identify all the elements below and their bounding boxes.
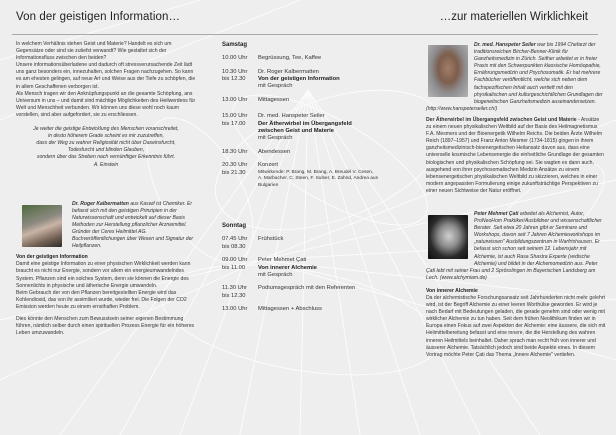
time: 20.30 Uhr (222, 162, 248, 169)
bio-seiler (426, 42, 606, 113)
time-end: bis 12.30 (222, 292, 246, 299)
event-desc: Mittagessen (258, 96, 290, 103)
time: 07.45 Uhr (222, 236, 248, 243)
day-label-sunday: Sonntag (222, 223, 246, 230)
program-column (222, 42, 407, 320)
event-desc: Begrüssung, Tee, Kaffee (258, 55, 322, 62)
section-title: Von innerer Alchemie (426, 287, 478, 294)
bio-text: arbeitet als Alchemist, Autor, ProNeoHom Praktiker/Ausbildner und wissenschaftlicher Berater. Seit etwa 20 Jahren gibt er Seminare und Workshops, davon seit 7 Jahren Alchemieworkshops im „naturwissen" Ausbildungszentrum in Warfrtshausen. Er befasst sich schon seit seinem 12. Lebensjahr mit Alchemie, ist auch Rasa Shastra Experte (vedische Alchemie) und bildet in der Alchemomedizin aus. Peter Çati lebt mit seiner Frau und 2 Sprösslingen im Bayerischen Landsberg am Lech. (www.alchymiam.de) (426, 210, 602, 281)
performers: Mitwirkende: P. Brang, M. Brang, A. Breudel V. Cesen, A. Marbacher, C. Steen, F. Sulser, E. Zahnd, Andrea aus Bulgarien (258, 169, 378, 188)
time-end: bis 12.30 (222, 75, 246, 82)
event-title: Konzert (258, 162, 278, 169)
time: 15.00 Uhr (222, 113, 248, 120)
time: 09.00 Uhr (222, 257, 248, 264)
speaker: Dr. Roger Kalbermatten (258, 68, 319, 75)
section-paragraph-2: Beim Gebrauch der von den Pflanzen bereitgestellten Energie wird das Kohlendioxid, das von ihr assimiliert wurde, wieder frei. Die Folgen der CO2 Emission werden heute zu einem ernsthaften Problem. (16, 289, 187, 310)
bio-text-2: Gründer der Ceres Heilmittel AG. Buchveröffentlichungen über Wesen und Signatur der Heilpflanzen. (72, 228, 194, 250)
time: 11.30 Uhr (222, 285, 248, 292)
event-desc: Frühstück (258, 236, 284, 243)
program-row (222, 113, 407, 143)
program-row (222, 285, 407, 300)
program-row (222, 236, 407, 251)
portrait-kalbermatten (22, 205, 62, 247)
quote-author: A. Einstein (93, 161, 119, 168)
time-end: bis 11.00 (222, 264, 246, 271)
section-text: - Ansätze zu einem neuen physikalischen Weltbild auf der Basis des Heilmagnetismus F.A. Mesmers und der Bioenergetik Wilhelm Reichs. Die beiden Ärzte Wilhelm Reich (1897–1957) und Franz Anton Mesmer (1734-1815) gingen in ihrem ganzheitsmedizinisch-bioenergetischen Heilansatz davon aus, dass eine universelle kosmische Lebensenergie die einheitliche Grundlage der gesamten biologischen und physikalischen Schöpfung sei. Sie wagten es dann auch, ausgehend von ihrer psychosomatischen Medizin Ansätze zu einem lebensenergetischen physikalischen Weltbild zu skizzieren, welches in einer modern angepassten Formulierung einige zukunftsträchtige Perspektiven zu einer neuen Sichtweise der Natur eröffnet. (426, 116, 604, 194)
bio-text: war bis 1994 Chefarzt der traditionsreichen Bircher-Benner-Klinik für Ganzheitsmedizin in Zürich. Seither arbeitet er in freier Praxis mit den Schwerpunkten klassische Homöopathie, Ernährungsmedizin und Psychosomatik. Er hat mehrere Fachbücher veröffentlicht, welche sich neben dem fachspezifischen Inhalt auch vertieft mit den physikalischen und kulturgeschichtlichen Grundlagen der biogenetischen Ganzheitsmedizin auseinandersetzen. (http://www.hanspeterseiler.ch/) (426, 42, 603, 112)
quote-line: Todesfurcht und blinden Glauben, (67, 147, 145, 154)
program-row (222, 149, 407, 156)
intro-paragraph-1: In welchem Verhältnis stehen Geist und Materie? Handelt es sich um Gegensätze oder sind sie zutiefst verwandt? Wie gestaltet sich der Informationsfluss zwischen den beiden? (16, 41, 172, 62)
time: 13.00 Uhr (222, 306, 248, 313)
time: 13.00 Uhr (222, 96, 248, 103)
right-column (426, 42, 606, 359)
bio-name: Dr. Roger Kalbermatten (72, 200, 129, 207)
event-desc: mit Gespräch (258, 83, 293, 90)
event-desc: Podiumsgespräch mit den Referenten (258, 285, 356, 292)
bio-name: Dr. med. Hanspeter Seiler (474, 42, 536, 48)
intro-paragraph-2: Unsere informationsüberladene und dadurch oft stressverursachende Zeit lädt uns ganz besonders ein, innezuhalten, solchen Fragen nachzugehen. So kann es am ehesten gelingen, auf neue Art und Weise aus der Tiefe zu schöpfen, die in allem Geschaffenen verborgen ist. (16, 62, 196, 90)
event-desc: mit Gespräch (258, 272, 293, 279)
time: 10.00 Uhr (222, 55, 248, 62)
event-desc: Mittagessen + Abschluss (258, 306, 322, 313)
event-desc: Abendessen (258, 148, 291, 155)
talk-title: Von der geistigen Information (258, 75, 340, 82)
program-row (222, 306, 407, 313)
quote-line: Je weiter die geistige Entwicklung des Menschen voranschreitet, (33, 126, 179, 133)
program-row (222, 162, 407, 189)
section-title: Der Ätherwirbel im Übergangsfeld zwischen Geist und Materie (426, 116, 577, 123)
speaker: Peter Mehmet Çati (258, 257, 307, 264)
time-end: bis 21.30 (222, 169, 246, 176)
talk-title: Der Ätherwirbel im Übergangsfeld zwischen Geist und Materie (258, 120, 352, 134)
program-row (222, 257, 407, 279)
time: 10.30 Uhr (222, 68, 248, 75)
section-aetherwirbel (426, 117, 606, 195)
quote-line: dass der Weg zu wahrer Religiosität nicht über Daseinsfurcht, (36, 140, 176, 147)
right-heading: …zur materiellen Wirklichkeit (439, 11, 588, 23)
left-column (16, 41, 196, 337)
quote-line: sondern über das Streben nach vernünftiger Erkenntnis führt. (36, 154, 176, 161)
bio-text: aus Kaswil ist Chemiker. Er befasst sich mit den geistigen Prinzipien in der Naturwissenschaft und entwickelt auf dieser Basis Methoden zur Herstellung pflanzlicher Arzneimittel. (72, 200, 193, 228)
intro-paragraph-3: Als Mensch tragen wir den Anknüpfungspunkt an die gesamte Schöpfung, ans Universum in uns – und damit sind mächtige Möglichkeiten des Heilwerdens für Welt und Menschheit verbunden. Wir können uns diese wohl noch kaum vorstellen, sind aber aufgefordert, sie zu erschliessen. (16, 90, 196, 118)
section-paragraph-1: Damit eine geistige Information zu einer physischen Wirklichkeit werden kann braucht es nicht nur Energie, sondern vor allem ein energieumwandelndes System. Pflanzen sind ein solches System, denn sie können die Energie des Sonnenlichts in physische und ätherische Energie umwandeln. (16, 261, 191, 289)
program-row (222, 97, 407, 104)
section-paragraph-3: Dies könnte den Menschen zum Bewusstsein seiner eigenen Bestimmung führen, nämlich selber durch einen spirituellen Prozess Energie für ein höheres Leben umzuwandeln. (16, 316, 195, 337)
time-end: bis 17.00 (222, 120, 246, 127)
portrait-seiler (428, 45, 468, 97)
program-row (222, 69, 407, 91)
bio-kalbermatten (16, 201, 196, 251)
bio-cati (426, 211, 606, 282)
time-end: bis 08.30 (222, 243, 246, 250)
day-label-saturday: Samstag (222, 42, 248, 48)
event-desc: mit Gespräch (258, 135, 293, 142)
section-text: Da der alchemistische Forschungsansatz seit Jahrhunderten nicht mehr gelehrt wird, ist der Begriff Alchemie zu einer leeren Worthülse geworden. Er wird je nach Bedarf mit Bedeutungen geladen, die gerade genehm sind oder wenig mit wirklicher Alchemie zu tun haben. Seit dem frühen Neolithikum finden wir in Europa einen Fokus auf zwei Aspekten der Alchemie: eine äussere, die sich mit Heilmittelbereitung befasst und eine innere, die die Herstellung des wahren inneren Heilmittels beinhaltet. Daher sprach man recht früh von innerer und äusserer Alchemie. Tatsächlich jedoch sind beide Aspekte eines. In diesem Vortrag möchte Peter Çati das Thema „Innere Alchemie" vertiefen. (426, 295, 606, 358)
time: 18.30 Uhr (222, 148, 248, 155)
bio-name: Peter Mehmet Çati (474, 210, 519, 217)
section-title: Von der geistigen Information (16, 254, 88, 261)
einstein-quote (16, 126, 196, 169)
quote-line: in desto höherem Grade scheint es mir zuzutreffen, (48, 133, 164, 140)
program-row (222, 55, 407, 62)
left-heading: Von der geistigen Information… (16, 11, 181, 23)
portrait-cati (428, 215, 468, 259)
talk-title: Von innerer Alchemie (258, 264, 317, 271)
speaker: Dr. med. Hanspeter Seiler (258, 113, 325, 120)
header-divider (12, 34, 598, 35)
